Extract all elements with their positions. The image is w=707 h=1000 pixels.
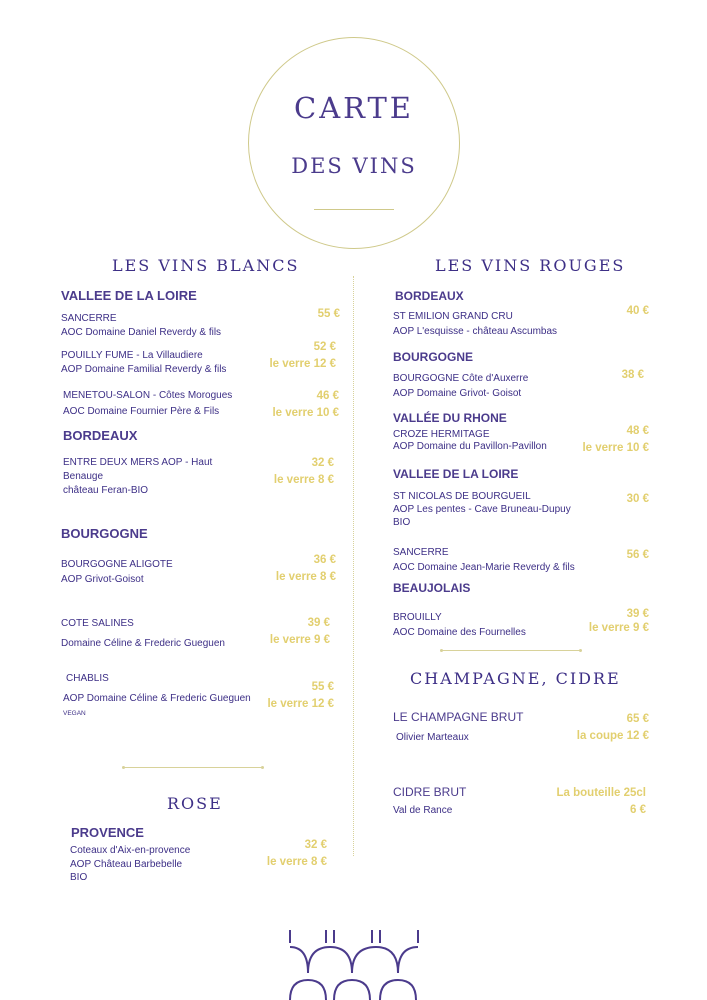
- wine-entre-deux-mers: [63, 456, 212, 498]
- price-st-nicolas: 30 €: [626, 493, 649, 505]
- price-sancerre-blanc: 55 €: [317, 308, 340, 320]
- wine-champagne-name: LE CHAMPAGNE BRUT: [393, 710, 524, 724]
- wine-name-cont: Benauge: [63, 471, 104, 482]
- bottle-price: 39 €: [307, 617, 330, 629]
- section-title-champagne: CHAMPAGNE, CIDRE: [410, 669, 621, 688]
- divider-rose: [124, 767, 262, 768]
- wine-provence: [70, 844, 190, 885]
- wine-desc: AOP Domaine Familial Reverdy & fils: [61, 364, 227, 375]
- wine-name: ST NICOLAS DE BOURGUEIL: [393, 491, 531, 502]
- region-rhone: VALLÉE DU RHONE: [393, 411, 507, 425]
- bottle-price: 65 €: [626, 713, 649, 725]
- price-st-emilion: 40 €: [626, 305, 649, 317]
- wine-st-nicolas: [393, 490, 571, 529]
- price-sancerre-rouge: 56 €: [626, 549, 649, 561]
- wine-desc: AOP Grivot-Goisot: [61, 574, 144, 585]
- price-champagne: [577, 711, 649, 745]
- wine-chablis-name: CHABLIS: [66, 673, 109, 684]
- wine-st-emilion: [393, 310, 557, 339]
- column-divider: [353, 276, 354, 856]
- wine-cidre-desc: Val de Rance: [393, 805, 453, 816]
- price-cidre: [557, 785, 646, 819]
- price-cote-salines: [270, 615, 330, 649]
- wine-name: BOURGOGNE Côte d'Auxerre: [393, 373, 529, 384]
- wine-name: BROUILLY: [393, 612, 442, 623]
- wine-sancerre-rouge: [393, 545, 575, 575]
- bottle-price: 48 €: [626, 425, 649, 437]
- wine-name: ENTRE DEUX MERS AOP - Haut: [63, 457, 213, 468]
- price-brouilly: [589, 607, 649, 635]
- vegan-badge: VEGAN: [63, 710, 86, 717]
- wine-desc: AOC Domaine Jean-Marie Reverdy & fils: [393, 562, 575, 573]
- price-aligote: [276, 552, 336, 586]
- title-divider: [314, 209, 394, 210]
- wine-croze-hermitage: [393, 429, 547, 453]
- glass-price: le verre 10 €: [582, 442, 649, 454]
- divider-champagne: [442, 650, 580, 651]
- wine-desc: AOP Les pentes - Cave Bruneau-Dupuy: [393, 504, 571, 515]
- glass-price: le verre 9 €: [588, 622, 649, 634]
- glass-price: le verre 8 €: [275, 571, 336, 583]
- wine-desc: AOP Domaine Grivot- Goisot: [393, 388, 522, 399]
- wine-note: BIO: [393, 517, 411, 528]
- bottle-price: 6 €: [630, 804, 646, 816]
- glass-price: le verre 9 €: [269, 634, 330, 646]
- wine-name: SANCERRE: [61, 313, 117, 324]
- region-loire-blancs: VALLEE DE LA LOIRE: [61, 288, 197, 303]
- wine-brouilly: [393, 610, 526, 640]
- wine-desc: AOP L'esquisse - château Ascumbas: [393, 325, 558, 337]
- wine-name: BOURGOGNE ALIGOTE: [61, 559, 173, 570]
- wine-note: BIO: [70, 872, 88, 883]
- page-title-line1: CARTE: [294, 91, 414, 125]
- price-entre-deux-mers: [274, 455, 334, 489]
- wine-champagne-desc: Olivier Marteaux: [396, 732, 469, 743]
- region-bourgogne-blancs: BOURGOGNE: [61, 526, 148, 541]
- wine-desc: château Feran-BIO: [63, 485, 149, 496]
- glass-price: le verre 12 €: [269, 358, 336, 370]
- wine-desc: AOC Domaine Fournier Père & Fils: [63, 406, 220, 417]
- wine-pouilly: [61, 349, 226, 377]
- wine-chablis-desc: AOP Domaine Céline & Frederic Gueguen: [63, 693, 251, 704]
- section-title-rose: ROSE: [167, 794, 223, 813]
- wine-name: Coteaux d'Aix-en-provence: [70, 845, 191, 856]
- glass-price: le verre 10 €: [272, 407, 339, 419]
- wine-desc: AOP Château Barbebelle: [70, 858, 183, 870]
- price-auxerre: 38 €: [621, 369, 644, 381]
- wine-name: SANCERRE: [393, 547, 449, 558]
- wine-desc: AOC Domaine des Fournelles: [393, 627, 526, 638]
- wine-name: POUILLY FUME - La Villaudiere: [61, 350, 203, 361]
- region-beaujolais: BEAUJOLAIS: [393, 581, 471, 595]
- wine-cote-salines: [61, 614, 225, 654]
- price-pouilly: [269, 339, 336, 373]
- title-circle: [248, 37, 460, 249]
- glass-price: le verre 12 €: [267, 698, 334, 710]
- wine-desc: AOP Domaine du Pavillon-Pavillon: [393, 441, 547, 452]
- section-title-blancs: LES VINS BLANCS: [112, 256, 300, 275]
- bottle-price: 55 €: [311, 681, 334, 693]
- price-menetou: [272, 388, 339, 422]
- decorative-arches-icon: [280, 925, 430, 1000]
- glass-price: le verre 8 €: [266, 856, 327, 868]
- wine-desc: AOC Domaine Daniel Reverdy & fils: [61, 327, 222, 338]
- region-bourgogne-rouges: BOURGOGNE: [393, 350, 474, 364]
- wine-menetou: [63, 388, 232, 420]
- region-bordeaux-blancs: BORDEAUX: [63, 428, 138, 443]
- wine-name: CROZE HERMITAGE: [393, 429, 490, 440]
- region-bordeaux-rouges: BORDEAUX: [395, 289, 464, 303]
- region-loire-rouges: VALLEE DE LA LOIRE: [393, 467, 519, 481]
- wine-aligote: [61, 557, 173, 587]
- glass-price: la coupe 12 €: [576, 730, 649, 742]
- bottle-price: 52 €: [313, 341, 336, 353]
- page-title-line2: DES VINS: [291, 154, 417, 178]
- wine-cidre-name: CIDRE BRUT: [393, 785, 467, 799]
- wine-name: MENETOU-SALON - Côtes Morogues: [63, 390, 233, 401]
- bottle-price: 32 €: [304, 839, 327, 851]
- glass-price: le verre 8 €: [273, 474, 334, 486]
- wine-sancerre-blanc: [61, 312, 221, 340]
- wine-auxerre: [393, 371, 528, 401]
- region-provence: PROVENCE: [71, 825, 144, 840]
- section-title-rouges: LES VINS ROUGES: [435, 256, 626, 275]
- bottle-price: 46 €: [316, 390, 339, 402]
- wine-name: ST EMILION GRAND CRU: [393, 311, 513, 322]
- price-croze-hermitage: [582, 423, 649, 457]
- wine-name: COTE SALINES: [61, 618, 134, 629]
- price-provence: [267, 837, 327, 871]
- bottle-price: 36 €: [313, 554, 336, 566]
- price-chablis: [267, 679, 334, 713]
- bottle-price: 39 €: [626, 608, 649, 620]
- bottle-size: La bouteille 25cl: [556, 787, 646, 799]
- wine-desc: Domaine Céline & Frederic Gueguen: [61, 638, 225, 649]
- bottle-price: 32 €: [311, 457, 334, 469]
